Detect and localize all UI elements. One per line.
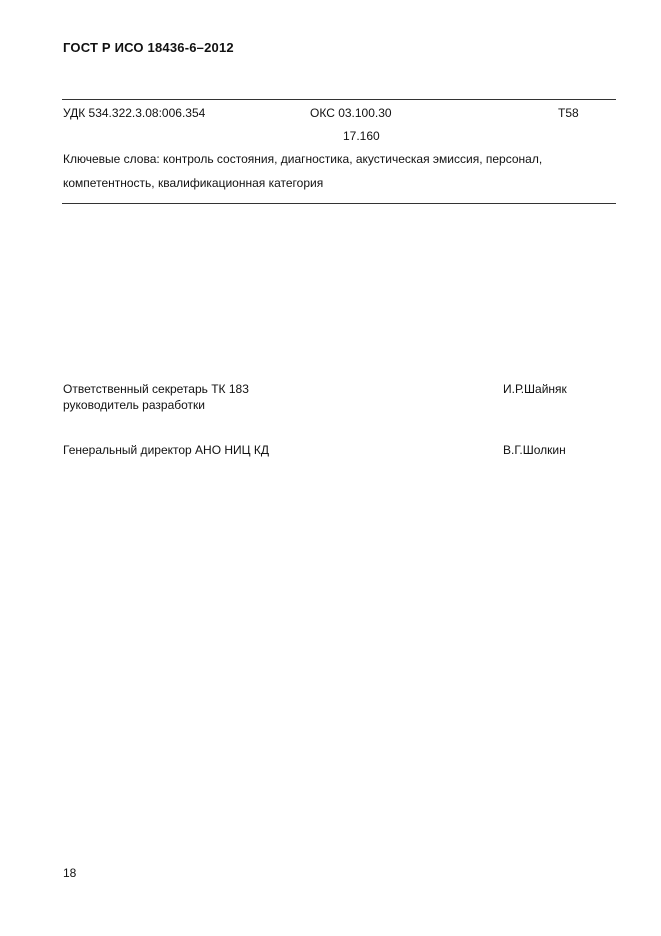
bottom-divider [62, 203, 616, 204]
oks-code-line2: 17.160 [343, 129, 380, 143]
signature-role-line1: Ответственный секретарь ТК 183 [63, 382, 249, 396]
udk-code: УДК 534.322.3.08:006.354 [63, 106, 206, 120]
page-number: 18 [63, 866, 77, 880]
signature-name: В.Г.Шолкин [503, 443, 566, 457]
signature-role-line2: руководитель разработки [63, 398, 205, 412]
oks-code-line1: ОКС 03.100.30 [310, 106, 392, 120]
top-divider [62, 99, 616, 100]
signature-role: Генеральный директор АНО НИЦ КД [63, 443, 269, 457]
document-code: ГОСТ Р ИСО 18436-6–2012 [63, 40, 234, 55]
group-code: Т58 [558, 106, 579, 120]
signature-name: И.Р.Шайняк [503, 382, 567, 396]
keywords-line2: компетентность, квалификационная категория [63, 176, 324, 190]
keywords-line1: Ключевые слова: контроль состояния, диагностика, акустическая эмиссия, персонал, [63, 152, 543, 166]
